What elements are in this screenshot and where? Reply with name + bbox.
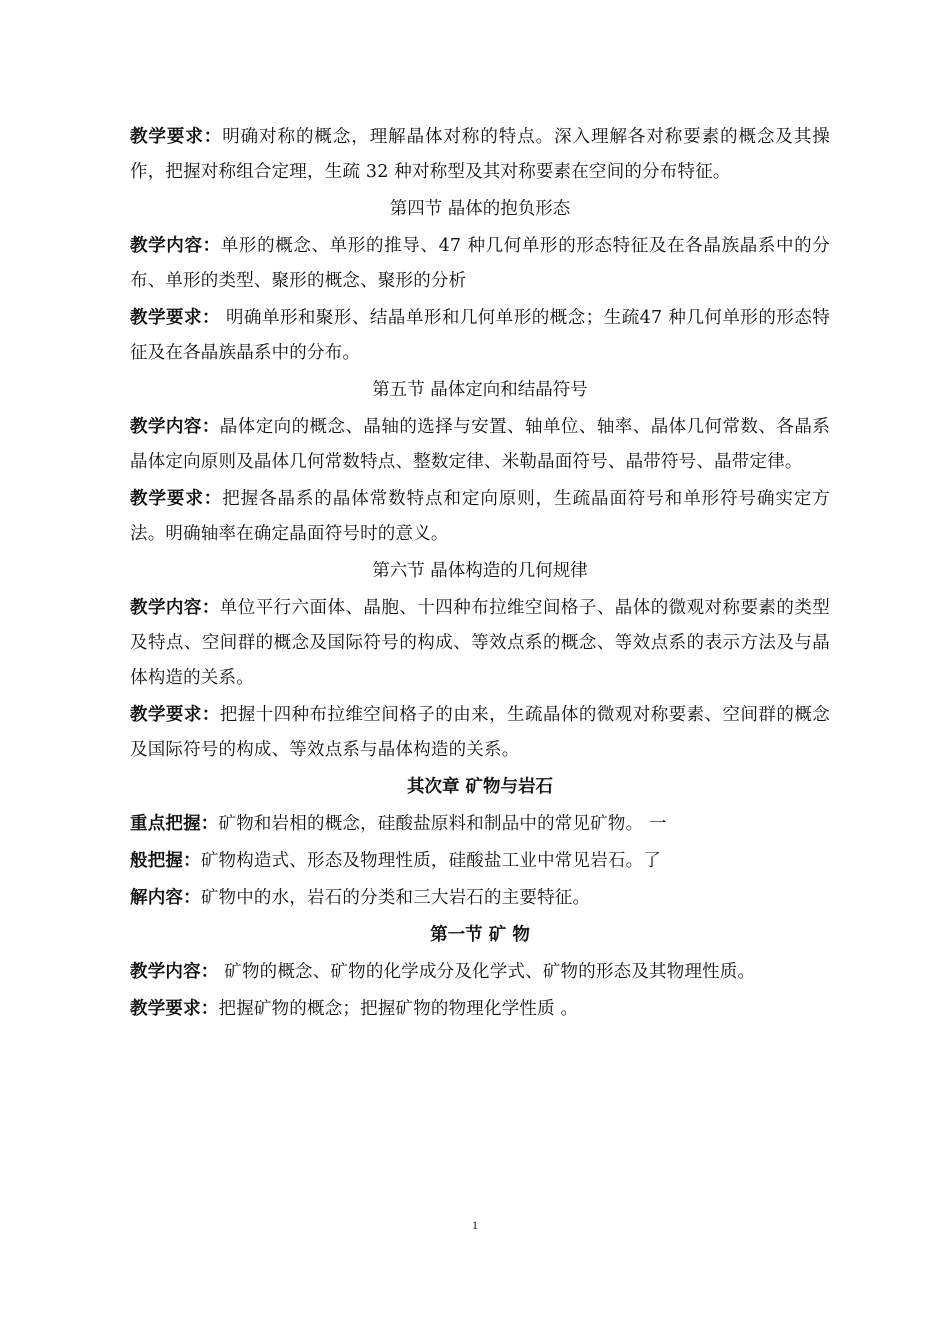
paragraph-text: 把握十四种布拉维空间格子的由来，生疏晶体的微观对称要素、空间群的概念及国际符号的构成、等效点系与晶体构造的关系。	[130, 705, 830, 760]
paragraph	[130, 881, 830, 916]
paragraph	[130, 807, 830, 842]
paragraph	[130, 955, 830, 990]
paragraph	[130, 992, 830, 1027]
section-title: 第六节 晶体构造的几何规律	[372, 561, 588, 581]
paragraph-text: 矿物中的水，岩石的分类和三大岩石的主要特征。	[200, 888, 591, 908]
paragraph-label: 教学内容：	[130, 417, 220, 437]
paragraph-label: 解内容：	[130, 888, 201, 908]
paragraph-label: 教学要求：	[130, 127, 223, 147]
section-title: 第一节 矿 物	[430, 925, 530, 945]
paragraph	[130, 698, 830, 768]
paragraph-label: 重点把握：	[130, 814, 219, 834]
paragraph	[130, 482, 830, 552]
paragraph	[130, 120, 830, 190]
paragraph	[130, 410, 830, 480]
paragraph-label: 教学内容：	[130, 598, 220, 618]
paragraph-label: 教学要求：	[130, 489, 223, 509]
paragraph	[130, 229, 830, 299]
page-number: 1	[472, 1218, 478, 1232]
paragraph	[130, 591, 830, 696]
paragraph-text: 单位平行六面体、晶胞、十四种布拉维空间格子、晶体的微观对称要素的类型及特点、空间群的概念及国际符号的构成、等效点系的概念、等效点系的表示方法及与晶体构造的关系。	[130, 598, 830, 688]
paragraph-label: 教学要求：	[130, 999, 219, 1019]
paragraph-text: 把握矿物的概念；把握矿物的物理化学性质 。	[218, 999, 579, 1019]
paragraph-text: 明确单形和聚形、结晶单形和几何单形的概念；生疏47 种几何单形的形态特征及在各晶族晶系中的分布。	[130, 308, 830, 363]
section-title: 第四节 晶体的抱负形态	[389, 199, 571, 219]
paragraph-label: 教学要求：	[130, 705, 220, 725]
paragraph-label: 教学内容：	[130, 236, 221, 256]
paragraph	[130, 844, 830, 879]
paragraph-text: 单形的概念、单形的推导、47 种几何单形的形态特征及在各晶族晶系中的分布、单形的类型、聚形的概念、聚形的分析	[130, 236, 830, 291]
paragraph-text: 矿物的概念、矿物的化学成分及化学式、矿物的形态及其物理性质。	[218, 962, 756, 982]
paragraph-text: 矿物和岩相的概念，硅酸盐原料和制品中的常见矿物。 一	[218, 814, 667, 834]
paragraph-label: 般把握：	[130, 851, 201, 871]
paragraph-text: 矿物构造式、形态及物理性质，硅酸盐工业中常见岩石。了	[200, 851, 662, 871]
document-body	[130, 120, 830, 1029]
chapter-title: 其次章 矿物与岩石	[406, 777, 554, 797]
paragraph-label: 教学要求：	[130, 308, 220, 328]
section-title: 第五节 晶体定向和结晶符号	[372, 380, 588, 400]
paragraph-text: 晶体定向的概念、晶轴的选择与安置、轴单位、轴率、晶体几何常数、各晶系晶体定向原则及晶体几何常数特点、整数定律、米勒晶面符号、晶带符号、晶带定律。	[130, 417, 830, 472]
paragraph-text: 把握各晶系的晶体常数特点和定向原则，生疏晶面符号和单形符号确实定方法。明确轴率在确定晶面符号时的意义。	[130, 489, 830, 544]
paragraph-label: 教学内容：	[130, 962, 219, 982]
paragraph	[130, 301, 830, 371]
paragraph-text: 明确对称的概念，理解晶体对称的特点。深入理解各对称要素的概念及其操作，把握对称组合定理，生疏 32 种对称型及其对称要素在空间的分布特征。	[130, 127, 830, 182]
